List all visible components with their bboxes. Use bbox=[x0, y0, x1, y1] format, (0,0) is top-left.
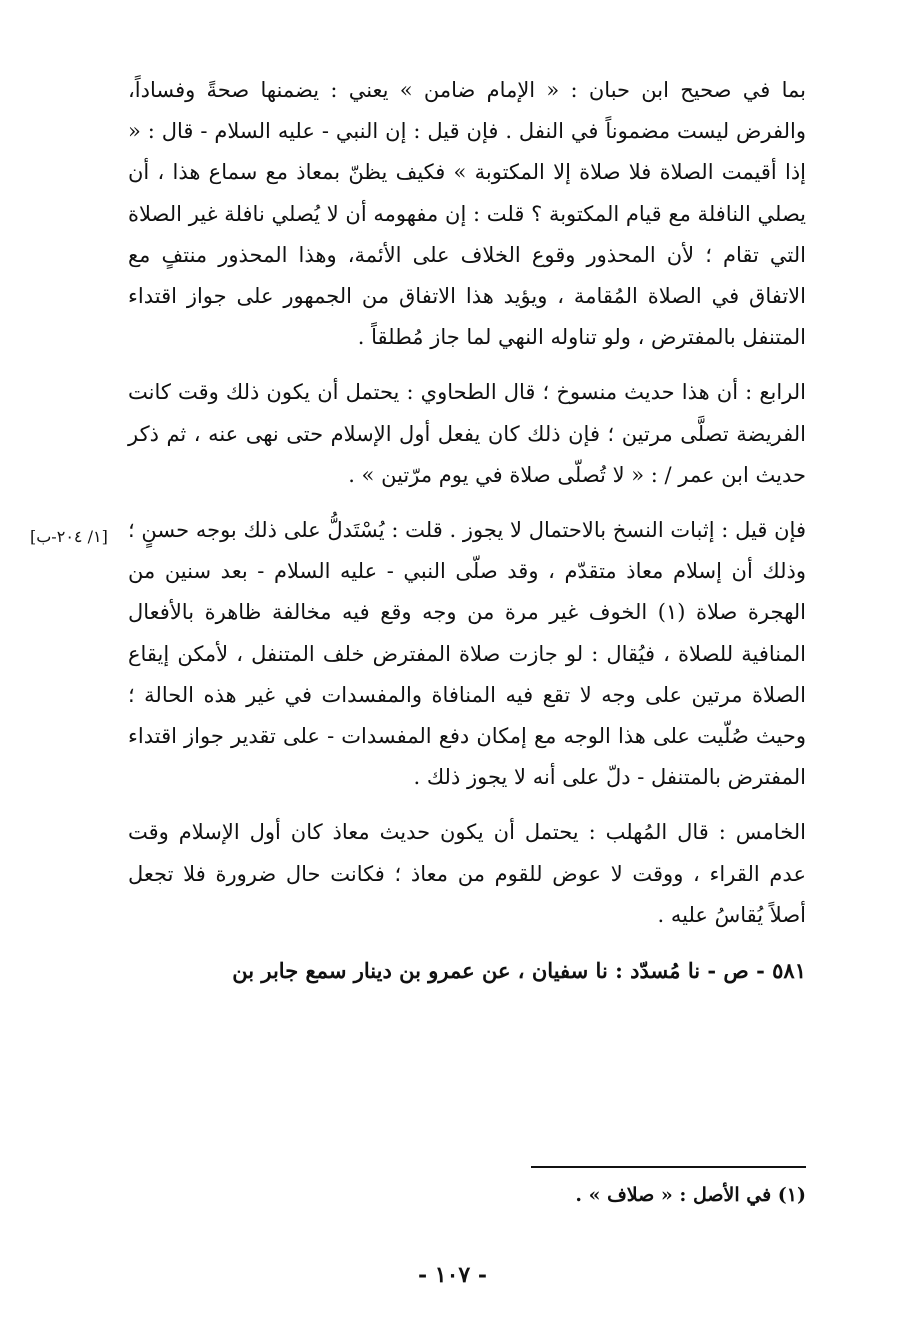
manuscript-folio-reference: [١/ ٢٠٤-ب] bbox=[30, 527, 108, 546]
footnote-divider bbox=[531, 1166, 806, 1168]
page-number: - ١٠٧ - bbox=[417, 1262, 488, 1288]
main-text bbox=[128, 70, 806, 991]
footnote: (١) في الأصل : « صلاف » . bbox=[575, 1184, 806, 1206]
paragraph-4: الخامس : قال المُهلب : يحتمل أن يكون حديث معاذ كان أول الإسلام وقت عدم القراء ، ووقت لا عوض للقوم من معاذ ؛ فكانت حال ضرورة فلا تجعل أصلاً يُقاسُ عليه . bbox=[128, 820, 806, 927]
paragraph-2: الرابع : أن هذا حديث منسوخ ؛ قال الطحاوي : يحتمل أن يكون ذلك وقت كانت الفريضة تصلَّى مرتين ؛ فإن ذلك كان يفعل أول الإسلام حتى نهى عنه ، ثم ذكر حديث ابن عمر / : « لا تُصلّى صلاة في يوم مرّتين » . bbox=[128, 380, 806, 487]
hadith-line: ٥٨١ - ص - نا مُسدّد : نا سفيان ، عن عمرو بن دينار سمع جابر بن bbox=[232, 958, 806, 984]
paragraph-1: بما في صحيح ابن حبان : « الإمام ضامن » يعني : يضمنها صحةً وفساداً، والفرض ليست مضموناً في النفل . فإن قيل : إن النبي - عليه السلام - قال : « إذا أقيمت الصلاة فلا صلاة إلا المكتوبة » فكيف يظنّ بمعاذ مع سماع هذا ، أن يصلي النافلة مع قيام المكتوبة ؟ قلت : إن مفهومه أن لا يُصلي نافلة غير الصلاة التي تقام ؛ لأن المحذور وقوع الخلاف على الأئمة، وهذا المحذور منتفٍ مع الاتفاق في الصلاة المُقامة ، ويؤيد هذا الاتفاق من الجمهور على جواز اقتداء المتنفل بالمفترض ، ولو تناوله النهي لما جاز مُطلقاً . bbox=[128, 78, 806, 350]
paragraph-3: فإن قيل : إثبات النسخ بالاحتمال لا يجوز . قلت : يُسْتَدلُّ على ذلك بوجه حسنٍ ؛ وذلك أن إسلام معاذ متقدّم ، وقد صلّى النبي - عليه السلام - بعد سنين من الهجرة صلاة (١) الخوف غير مرة من وجه وقع فيه مخالفة ظاهرة بالأفعال المنافية للصلاة ، فيُقال : لو جازت صلاة المفترض خلف المتنفل ، لأمكن إيقاع الصلاة مرتين على وجه لا تقع فيه المنافاة والمفسدات في غير هذه الحالة ؛ وحيث صُلّيت على هذا الوجه مع إمكان دفع المفسدات - على تقدير جواز اقتداء المفترض بالمتنفل - دلّ على أنه لا يجوز ذلك . bbox=[128, 518, 806, 790]
